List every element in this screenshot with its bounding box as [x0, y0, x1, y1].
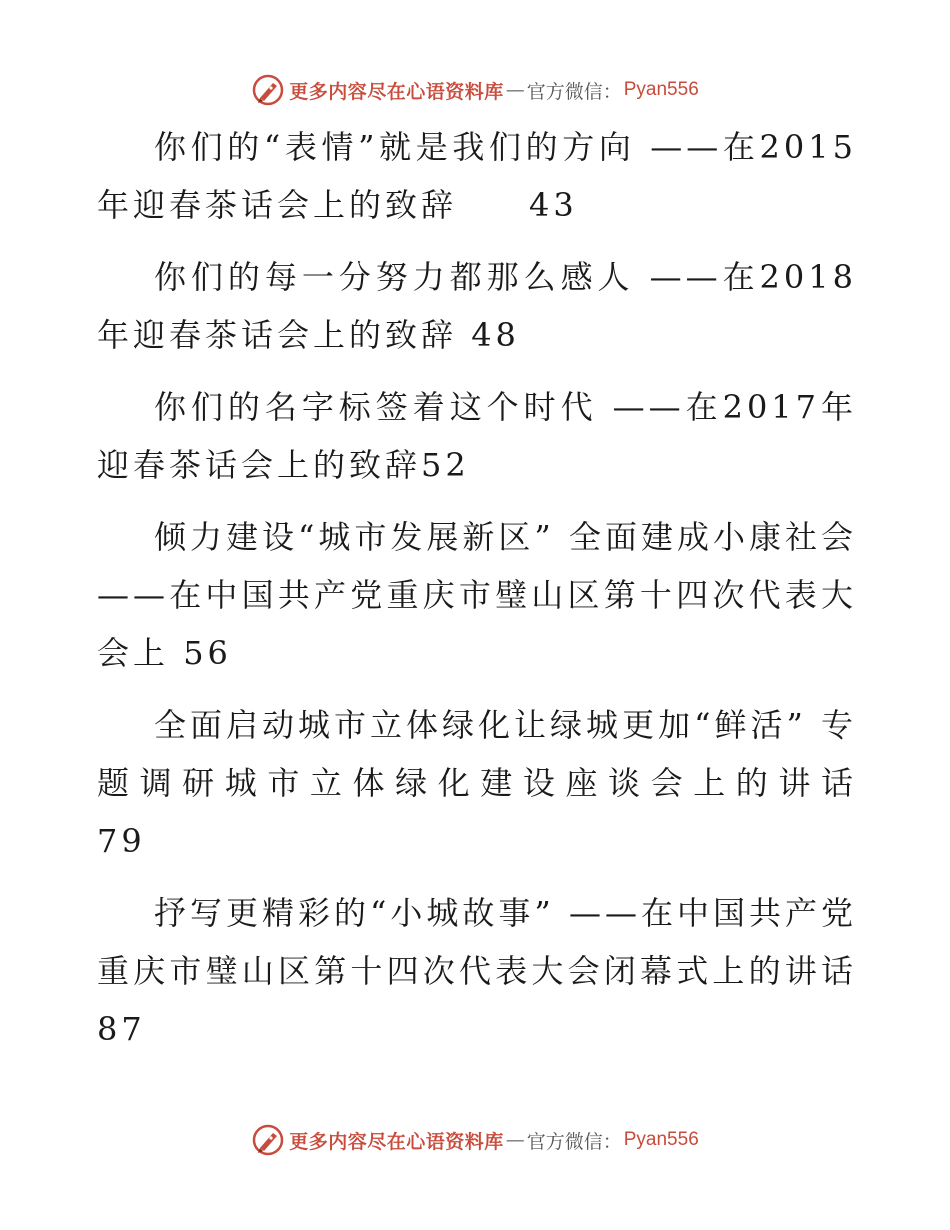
toc-entry-title: 全面启动城市立体绿化让绿城更加“鲜活” 专题调研城市立体绿化建设座谈会上的讲话	[97, 706, 857, 802]
toc-entry	[97, 248, 857, 364]
footer-banner	[0, 1120, 950, 1160]
toc-entry-gap	[857, 764, 929, 802]
header-wechat-label: 官方微信：	[526, 80, 622, 103]
toc-entry-page: 52	[421, 446, 470, 484]
toc-entry-gap	[857, 952, 950, 990]
toc-entry-gap	[169, 634, 183, 672]
toc-entry-gap	[457, 186, 529, 224]
header-brand-text: 更多内容尽在心语资料库	[289, 80, 504, 103]
pen-logo-icon	[251, 1123, 285, 1157]
toc-entry-title: 你们的名字标签着这个时代 ——在2017年迎春茶话会上的致辞	[97, 388, 857, 484]
toc-entry-gap	[457, 316, 471, 354]
pen-logo-icon	[251, 73, 285, 107]
toc-entry-page: 87	[97, 1010, 146, 1048]
header-wechat-id: Pyan556	[623, 79, 699, 100]
toc-entry	[97, 884, 857, 1058]
header-separator: —	[505, 79, 525, 101]
toc-entry-title: 倾力建设“城市发展新区” 全面建成小康社会 ——在中国共产党重庆市璧山区第十四次代表大会上	[97, 518, 857, 672]
toc-entry-page: 79	[97, 822, 146, 860]
toc-entry-title: 你们的“表情”就是我们的方向 ——在2015年迎春茶话会上的致辞	[97, 128, 857, 224]
toc-entry	[97, 508, 857, 682]
footer-brand-text: 更多内容尽在心语资料库	[289, 1130, 504, 1153]
toc-entry-title: 你们的每一分努力都那么感人 ——在2018年迎春茶话会上的致辞	[97, 258, 857, 354]
footer-separator: —	[505, 1129, 525, 1151]
toc-entry-page: 56	[183, 634, 232, 672]
toc-entry	[97, 696, 857, 870]
footer-wechat-id: Pyan556	[623, 1129, 699, 1150]
toc-entry-page: 43	[529, 186, 578, 224]
toc-entry-title: 抒写更精彩的“小城故事” ——在中国共产党重庆市璧山区第十四次代表大会闭幕式上的讲话	[97, 894, 857, 990]
toc-entry	[97, 118, 857, 234]
toc-entry	[97, 378, 857, 494]
header-banner	[0, 70, 950, 110]
table-of-contents	[97, 118, 857, 1072]
toc-entry-page: 48	[471, 316, 520, 354]
footer-wechat-label: 官方微信：	[526, 1130, 622, 1153]
